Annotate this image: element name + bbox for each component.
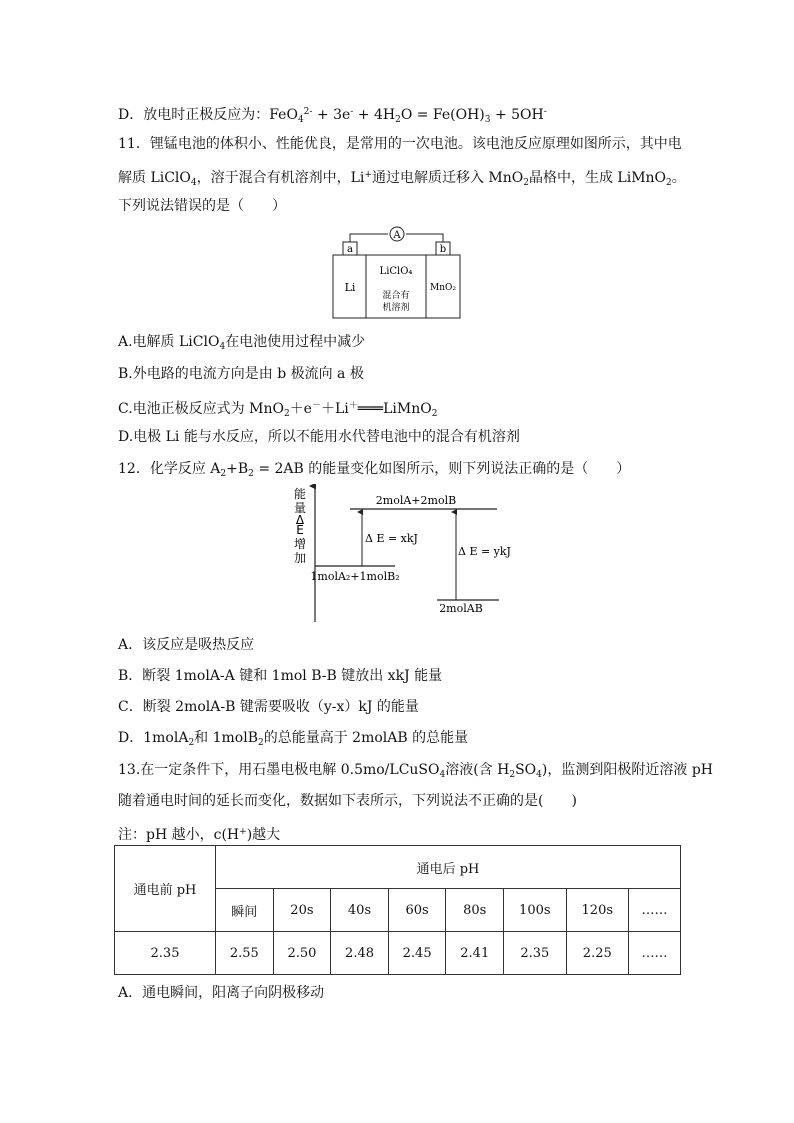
ph-cell: 2.45	[388, 932, 446, 975]
q11-stem-line2: 解质 LiClO$_4$，溶于混合有机溶剂中，Li+通过电解质迁移入 MnO$_2$晶格中，生成 LiMnO$_2$。	[118, 170, 686, 188]
header-after-ph: 通电后 pH	[216, 846, 681, 889]
q12-option-c: C．断裂 2molA-B 键需要吸收（y-x）kJ 的能量	[118, 699, 419, 715]
ph-cell: 2.25	[566, 932, 628, 975]
q12-option-d: D．1molA$_2$和 1molB$_2$的总能量高于 2molAB 的总能量	[118, 730, 469, 748]
svg-text:Δ: Δ	[295, 513, 305, 527]
solvent-label-1: 混合有	[382, 291, 410, 301]
energy-diagram	[285, 484, 515, 626]
solvent-label-2: 机溶剂	[382, 303, 410, 313]
q13-note: 注：pH 越小，c(H+)越大	[118, 827, 281, 843]
time-cell: 100s	[504, 889, 566, 932]
battery-diagram	[330, 224, 464, 322]
y-axis-label	[294, 486, 306, 565]
q11-option-a: A.电解质 LiClO$_4$在电池使用过程中减少	[118, 334, 366, 352]
time-cell: ……	[629, 889, 681, 932]
q11-option-b: B.外电路的电流方向是由 b 极流向 a 极	[118, 366, 364, 382]
time-cell: 60s	[388, 889, 446, 932]
bottom-level-label: 2molAB	[439, 602, 483, 615]
ph-cell: 2.41	[446, 932, 504, 975]
mno2-electrode-label: MnO₂	[430, 283, 456, 293]
svg-text:增: 增	[293, 537, 307, 551]
ammeter-label: A	[393, 230, 401, 241]
option-d-previous: D．放电时正极反应为：$FeO_4^{2-} + 3e^- + 4H_2O = Fe(OH)_3 + 5OH^-$	[118, 107, 547, 125]
ph-table	[114, 845, 681, 975]
time-cell: 瞬间	[216, 889, 274, 932]
time-cell: 20s	[273, 889, 331, 932]
svg-text:量: 量	[293, 501, 307, 515]
terminal-a-label: a	[347, 244, 353, 255]
ph-cell: ……	[629, 932, 681, 975]
time-cell: 40s	[331, 889, 389, 932]
time-cell: 80s	[446, 889, 504, 932]
top-level-label: 2molA+2molB	[375, 494, 457, 507]
q11-option-d: D.电极 Li 能与水反应，所以不能用水代替电池中的混合有机溶剂	[118, 429, 520, 445]
dy-label: Δ E = ykJ	[458, 545, 511, 558]
q11-stem-line1: 11．锂锰电池的体积小、性能优良，是常用的一次电池。该电池反应原理如图所示，其中电	[118, 136, 682, 152]
header-before-ph: 通电前 pH	[115, 846, 216, 932]
dx-label: Δ E = xkJ	[365, 532, 418, 545]
q13-option-a: A．通电瞬间，阳离子向阴极移动	[118, 985, 325, 1001]
q12-option-b: B．断裂 1molA-A 键和 1mol B-B 键放出 xkJ 能量	[118, 668, 443, 684]
electrolyte-label: LiClO₄	[379, 266, 413, 277]
q12-option-a: A．该反应是吸热反应	[118, 637, 255, 653]
before-value: 2.35	[115, 932, 216, 975]
time-cell: 120s	[566, 889, 628, 932]
q13-stem-line2: 随着通电时间的延长而变化，数据如下表所示，下列说法不正确的是( )	[118, 793, 577, 809]
svg-text:E: E	[296, 523, 304, 537]
ph-cell: 2.48	[331, 932, 389, 975]
q11-option-c: C.电池正极反应式为 MnO$_2$＋e－＋Li＋═══LiMnO$_2$	[118, 401, 438, 419]
mid-level-label: 1molA₂+1molB₂	[310, 570, 400, 583]
q11-stem-line3: 下列说法错误的是（ ）	[118, 198, 286, 214]
ph-cell: 2.55	[216, 932, 274, 975]
ph-cell: 2.35	[504, 932, 566, 975]
li-electrode-label: Li	[344, 281, 356, 294]
svg-text:能: 能	[293, 487, 307, 501]
value-row	[115, 932, 681, 975]
q12-stem: 12．化学反应 $A_2+B_2 = 2AB$ 的能量变化如图所示，则下列说法正确的是（ ）	[118, 461, 631, 479]
terminal-b-label: b	[439, 244, 447, 255]
svg-text:加: 加	[293, 551, 307, 565]
ph-cell: 2.50	[273, 932, 331, 975]
q13-stem-line1: 13.在一定条件下，用石墨电极电解 0.5mo/LCuSO$_4$溶液(含 $H_2SO_4$)，监测到阳极附近溶液 pH	[118, 762, 713, 780]
